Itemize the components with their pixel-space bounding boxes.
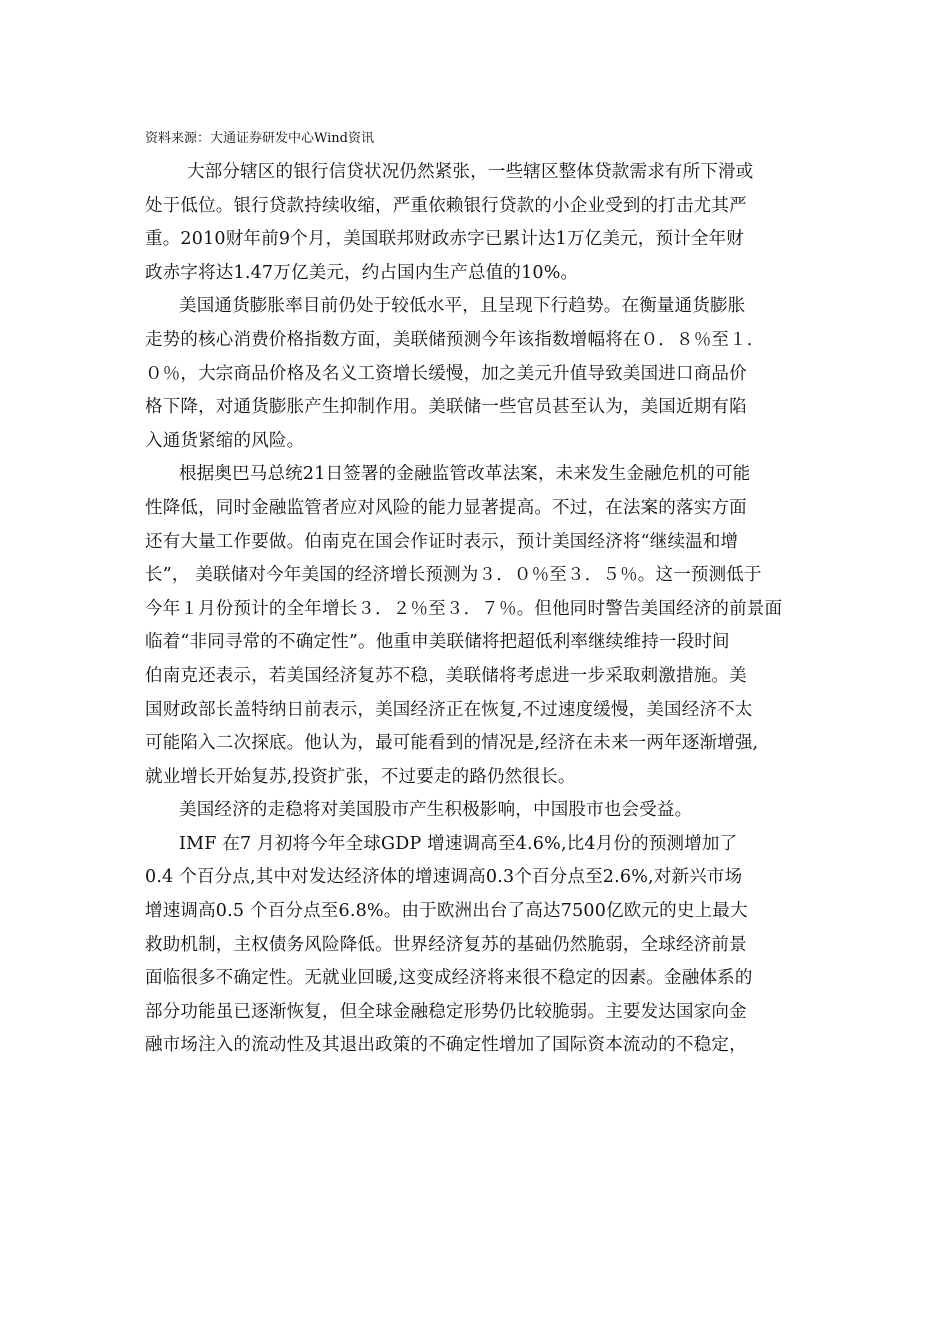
paragraph-1-line-4: 政赤字将达1.47万亿美元，约占国内生产总值的10%。 xyxy=(145,262,579,283)
paragraph-1-line-3: 重。2010财年前9个月，美国联邦财政赤字已累计达1万亿美元，预计全年财 xyxy=(145,229,745,250)
paragraph-5-line-2: 0.4 个百分点,其中对发达经济体的增速调高0.3个百分点至2.6%,对新兴市场 xyxy=(145,867,743,888)
paragraph-2-line-3: ０％，大宗商品价格及名义工资增长缓慢，加之美元升值导致美国进口商品价 xyxy=(145,363,747,384)
paragraph-3-line-10: 就业增长开始复苏,投资扩张，不过要走的路仍然很长。 xyxy=(145,766,576,787)
paragraph-5-line-4: 救助机制，主权债务风险降低。世界经济复苏的基础仍然脆弱，全球经济前景 xyxy=(145,934,747,955)
paragraph-1-line-2: 处于低位。银行贷款持续收缩，严重依赖银行贷款的小企业受到的打击尤其严 xyxy=(145,195,747,216)
paragraph-4-line-1: 美国经济的走稳将对美国股市产生积极影响，中国股市也会受益。 xyxy=(179,800,693,821)
paragraph-3-line-4: 长”， 美联储对今年美国的经济增长预测为３．０％至３．５％。这一预测低于 xyxy=(145,565,762,586)
paragraph-3-line-5: 今年１月份预计的全年增长３．２％至３．７％。但他同时警告美国经济的前景面 xyxy=(145,598,783,619)
paragraph-2-line-1: 美国通货膨胀率目前仍处于较低水平，且呈现下行趋势。在衡量通货膨胀 xyxy=(179,296,746,317)
paragraph-2-line-4: 格下降，对通货膨胀产生抑制作用。美联储一些官员甚至认为，美国近期有陷 xyxy=(145,397,747,418)
paragraph-3-line-6: 临着“非同寻常的不确定性”。他重申美联储将把超低利率继续维持一段时间 xyxy=(145,632,730,653)
paragraph-5-line-5: 面临很多不确定性。无就业回暖,这变成经济将来很不稳定的因素。金融体系的 xyxy=(145,968,753,989)
paragraph-2-line-2: 走势的核心消费价格指数方面，美联储预测今年该指数增幅将在０．８％至１． xyxy=(145,329,765,350)
paragraph-5-line-7: 融市场注入的流动性及其退出政策的不确定性增加了国际资本流动的不稳定， xyxy=(145,1035,747,1056)
paragraph-3-line-8: 国财政部长盖特纳日前表示，美国经济正在恢复,不过速度缓慢，美国经济不太 xyxy=(145,699,753,720)
paragraph-2-line-5: 入通货紧缩的风险。 xyxy=(145,430,305,451)
body-text xyxy=(145,156,805,1063)
paragraph-1-line-1: 大部分辖区的银行信贷状况仍然紧张，一些辖区整体贷款需求有所下滑或 xyxy=(187,162,754,182)
paragraph-3-line-1: 根据奥巴马总统21日签署的金融监管改革法案，未来发生金融危机的可能 xyxy=(179,464,751,485)
paragraph-3-line-2: 性降低，同时金融监管者应对风险的能力显著提高。不过，在法案的落实方面 xyxy=(145,497,747,518)
paragraph-3-line-3: 还有大量工作要做。伯南克在国会作证时表示，预计美国经济将“继续温和增 xyxy=(145,531,739,552)
paragraph-5-line-3: 增速调高0.5 个百分点至6.8%。由于欧洲出台了高达7500亿欧元的史上最大 xyxy=(145,901,748,922)
source-note: 资料来源：大通证券研发中心Wind资讯 xyxy=(145,131,374,146)
paragraph-3-line-7: 伯南克还表示，若美国经济复苏不稳，美联储将考虑进一步采取刺激措施。美 xyxy=(145,665,747,686)
paragraph-3-line-9: 可能陷入二次探底。他认为，最可能看到的情况是,经济在未来一两年逐渐增强, xyxy=(145,733,759,754)
paragraph-5-line-1: IMF 在7 月初将今年全球GDP 增速调高至4.6%,比4月份的预测增加了 xyxy=(179,833,738,854)
paragraph-5-line-6: 部分功能虽已逐渐恢复，但全球金融稳定形势仍比较脆弱。主要发达国家向金 xyxy=(145,1001,747,1022)
